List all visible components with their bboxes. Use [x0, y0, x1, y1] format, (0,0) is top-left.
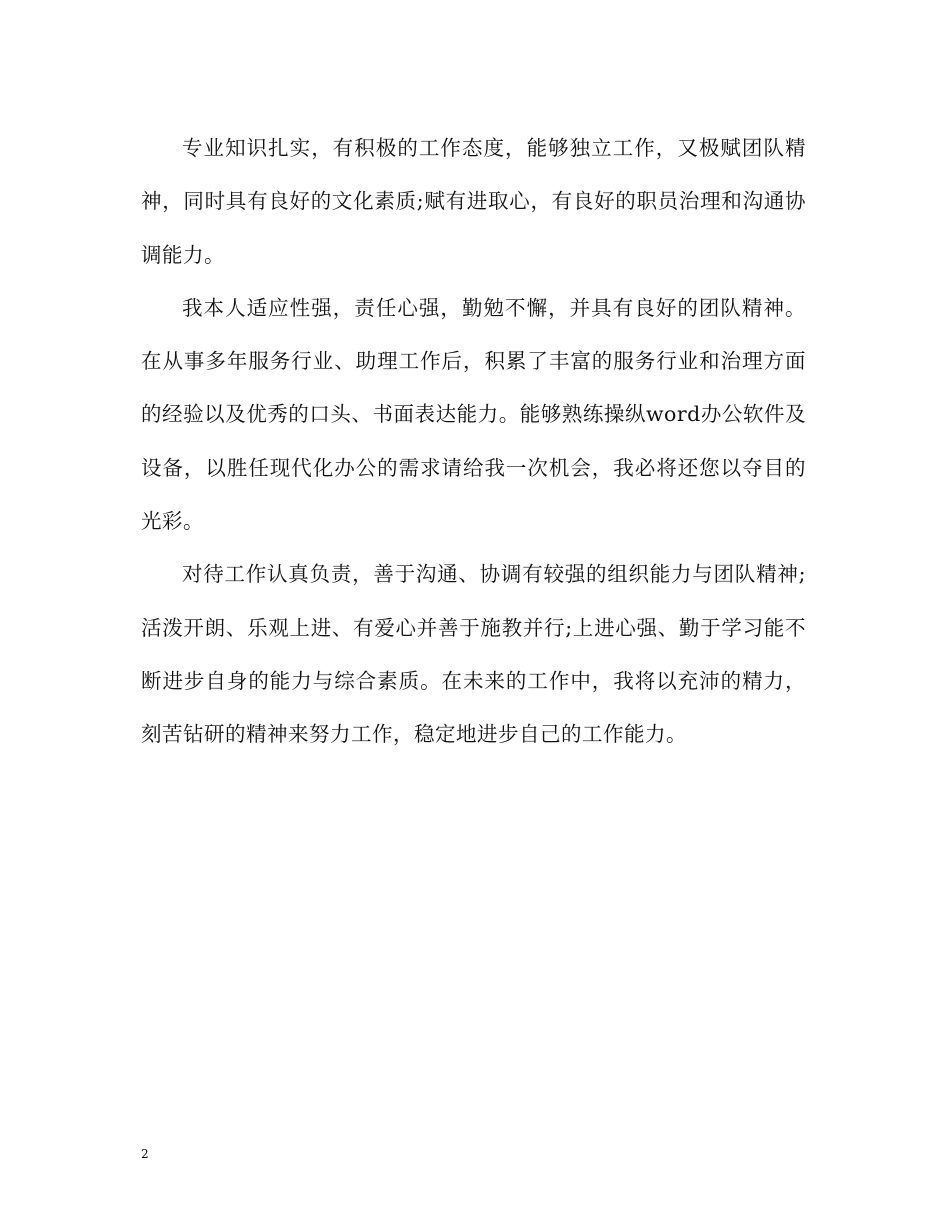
paragraph-1: 专业知识扎实，有积极的工作态度，能够独立工作，又极赋团队精神，同时具有良好的文化素质;赋有进取心，有良好的职员治理和沟通协调能力。: [141, 136, 806, 267]
paragraph-3: 对待工作认真负责，善于沟通、协调有较强的组织能力与团队精神;活泼开朗、乐观上进、有爱心并善于施教并行;上进心强、勤于学习能不断进步自身的能力与综合素质。在未来的工作中，我将以充沛的精力，刻苦钻研的精神来努力工作，稳定地进步自己的工作能力。: [141, 562, 806, 747]
page-number: 2: [141, 1147, 149, 1161]
document-body: [141, 122, 806, 762]
paragraph-2: 我本人适应性强，责任心强，勤勉不懈，并具有良好的团队精神。在从事多年服务行业、助理工作后，积累了丰富的服务行业和治理方面的经验以及优秀的口头、书面表达能力。能够熟练操纵word办公软件及设备，以胜任现代化办公的需求请给我一次机会，我必将还您以夺目的光彩。: [141, 295, 806, 534]
